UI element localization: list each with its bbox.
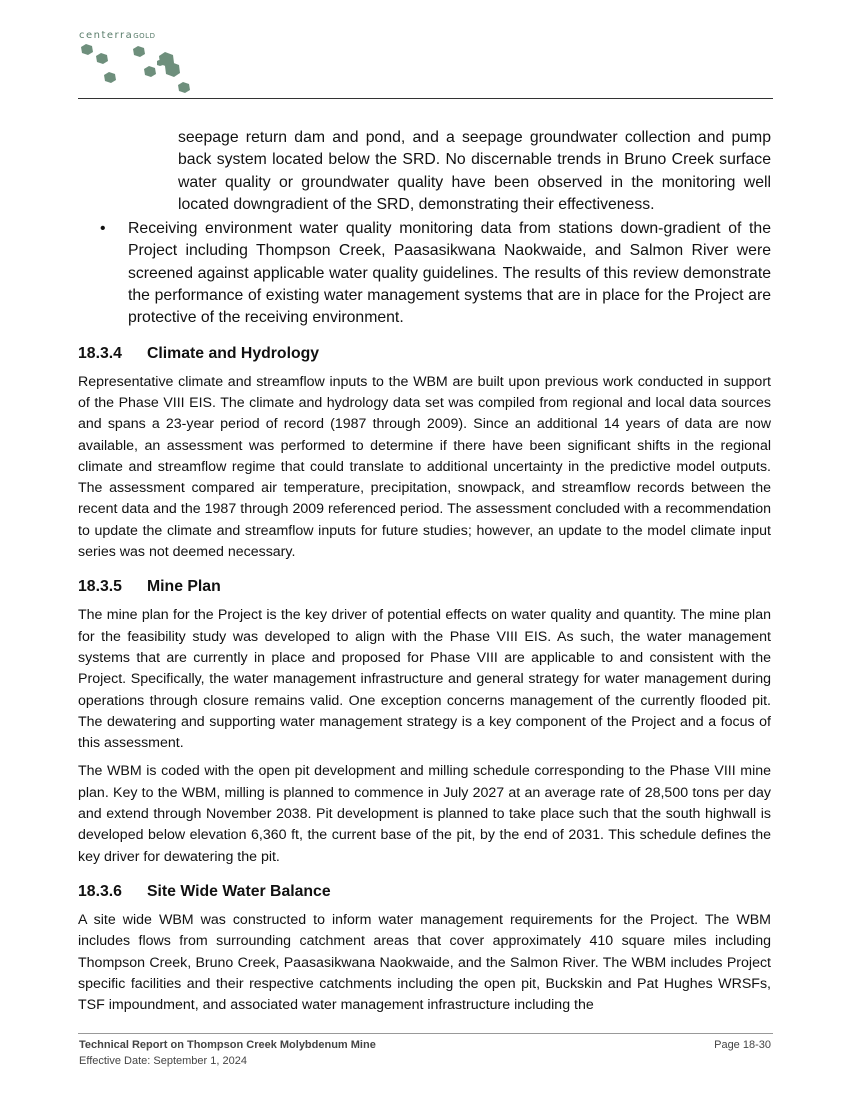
footer-effective-date: Effective Date: September 1, 2024: [79, 1055, 247, 1067]
document-body: [78, 127, 771, 1023]
section-number: 18.3.5: [78, 578, 122, 596]
bullet-marker: •: [100, 220, 106, 238]
bullet-item: [78, 218, 771, 329]
footer-page-number: Page 18-30: [714, 1039, 771, 1051]
section-climate-hydrology: [78, 344, 771, 564]
body-paragraph: The WBM is coded with the open pit development and milling schedule corresponding to the Phase VIII mine plan. Key to the WBM, milling is planned to commence in July 2027 at an average rate of 28,500 tons per day and extend through November 2038. Pit development is planned to take place such that the south highwall is developed below elevation 6,360 ft, the current base of the pit, by the end of 2031. This schedule defines the key driver for dewatering the pit.: [78, 763, 771, 865]
section-heading: [78, 577, 771, 597]
section-number: 18.3.6: [78, 882, 122, 900]
section-title: Mine Plan: [147, 578, 221, 596]
body-paragraph: Representative climate and streamflow inputs to the WBM are built upon previous work conducted in support of the Phase VIII EIS. The climate and hydrology data set was compiled from regional and local data sources and spans a 23-year period of record (1987 through 2009). Since an additional 14 years of data are now available, an assessment was performed to determine if there have been significant shifts in the regional climate and streamflow regime that could translate to additional uncertainty in the predictive model outputs. The assessment compared air temperature, precipitation, snowpack, and streamflow records between the recent data and the 1987 through 2009 referenced period. The assessment concluded with a recommendation to update the climate and streamflow inputs for future studies; however, an update to the model climate input series was not deemed necessary.: [78, 373, 771, 561]
section-title: Site Wide Water Balance: [147, 882, 331, 900]
continued-bullet-paragraph: seepage return dam and pond, and a seepage groundwater collection and pump back system located below the SRD. No discernable trends in Bruno Creek surface water quality or groundwater quality have been observed in the monitoring well located downgradient of the SRD, demonstrating their effectiveness.: [178, 129, 771, 213]
hexagon-cluster-icon: [79, 44, 199, 96]
logo-text-gold: GOLD: [133, 32, 156, 40]
logo-wordmark: [79, 30, 209, 42]
section-heading: [78, 882, 771, 902]
footer-divider: [78, 1033, 773, 1034]
bullet-list: [78, 218, 771, 329]
section-number: 18.3.4: [78, 344, 122, 362]
company-logo: [79, 30, 209, 96]
bullet-text: Receiving environment water quality monitoring data from stations down-gradient of the Project including Thompson Creek, Paasasikwana Naokwaide, and Salmon River were screened against applicable water quality guidelines. The results of this review demonstrate the performance of existing water management systems that are in place for the Project are protective of the receiving environment.: [128, 220, 771, 327]
body-paragraph: The mine plan for the Project is the key driver of potential effects on water quality and quantity. The mine plan for the feasibility study was developed to align with the Phase VIII EIS. As such, the water management systems that are currently in place and proposed for Phase VIII are applicable to and consistent with the Project. Specifically, the water management infrastructure and general strategy for water management during operations through closure remains valid. One exception concerns management of the currently flooded pit. The dewatering and supporting water management strategy is a key component of the Project and a focus of this assessment.: [78, 607, 771, 752]
section-heading: [78, 344, 771, 364]
body-paragraph: A site wide WBM was constructed to inform water management requirements for the Project. The WBM includes flows from surrounding catchment areas that cover approximately 410 square miles including Thompson Creek, Bruno Creek, Paasasikwana Naokwaide, and the Salmon River. The WBM includes Project specific facilities and their respective catchments including the open pit, Buckskin and Pat Hughes WRSFs, TSF impoundment, and associated water management infrastructure including the: [78, 911, 771, 1014]
header-divider: [78, 98, 773, 99]
logo-text-main: centerra: [79, 30, 134, 41]
section-title: Climate and Hydrology: [147, 344, 320, 362]
section-mine-plan: [78, 577, 771, 868]
footer-report-title: Technical Report on Thompson Creek Molybdenum Mine: [79, 1039, 376, 1051]
section-site-wide-water-balance: [78, 882, 771, 1016]
